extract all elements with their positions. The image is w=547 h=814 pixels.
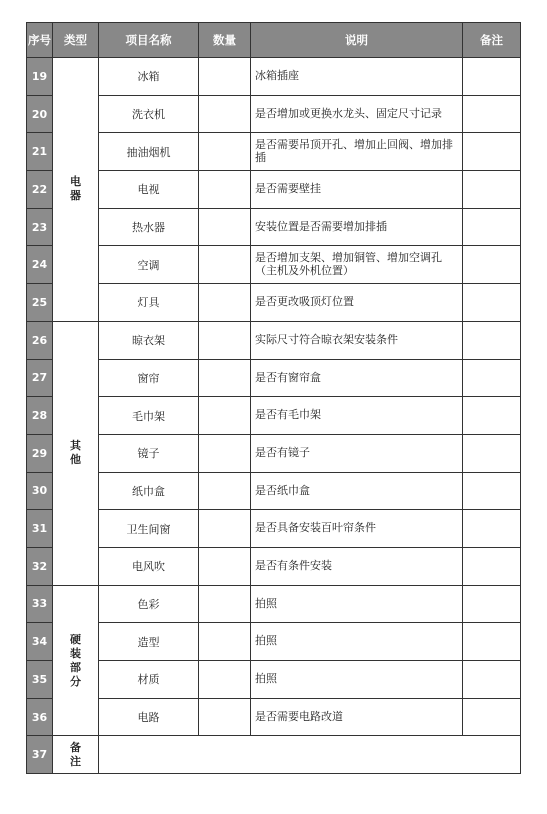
- table-row: [27, 698, 521, 736]
- item-name: 色彩: [99, 585, 199, 623]
- table-row: [27, 95, 521, 133]
- quantity-cell[interactable]: [199, 472, 251, 510]
- remark-cell[interactable]: [463, 58, 521, 96]
- item-name: 纸巾盒: [99, 472, 199, 510]
- row-index: 27: [27, 359, 53, 397]
- item-name: 电路: [99, 698, 199, 736]
- description-cell: 是否需要吊顶开孔、增加止回阀、增加排插: [251, 133, 463, 171]
- category-label: 其他: [70, 439, 81, 467]
- row-index: 24: [27, 246, 53, 284]
- row-index: 21: [27, 133, 53, 171]
- row-index: 20: [27, 95, 53, 133]
- remark-cell[interactable]: [463, 623, 521, 661]
- quantity-cell[interactable]: [199, 547, 251, 585]
- item-name: 造型: [99, 623, 199, 661]
- quantity-cell[interactable]: [199, 171, 251, 209]
- item-name: 空调: [99, 246, 199, 284]
- item-name: 抽油烟机: [99, 133, 199, 171]
- quantity-cell[interactable]: [199, 321, 251, 359]
- description-cell: 是否纸巾盒: [251, 472, 463, 510]
- remarks-label-cell: [53, 736, 99, 774]
- quantity-cell[interactable]: [199, 95, 251, 133]
- quantity-cell[interactable]: [199, 698, 251, 736]
- row-index: 36: [27, 698, 53, 736]
- description-cell: 是否有毛巾架: [251, 397, 463, 435]
- item-name: 窗帘: [99, 359, 199, 397]
- table-row: [27, 321, 521, 359]
- description-cell: 是否更改吸顶灯位置: [251, 284, 463, 322]
- row-index: 35: [27, 661, 53, 699]
- description-cell: 实际尺寸符合晾衣架安装条件: [251, 321, 463, 359]
- quantity-cell[interactable]: [199, 359, 251, 397]
- row-index: 23: [27, 208, 53, 246]
- row-index: 19: [27, 58, 53, 96]
- table-row: [27, 133, 521, 171]
- item-name: 毛巾架: [99, 397, 199, 435]
- remark-cell[interactable]: [463, 434, 521, 472]
- table-row: [27, 359, 521, 397]
- item-name: 灯具: [99, 284, 199, 322]
- checklist-table: [26, 22, 521, 774]
- remark-cell[interactable]: [463, 698, 521, 736]
- row-index: 26: [27, 321, 53, 359]
- row-index: 30: [27, 472, 53, 510]
- description-cell: 是否有镜子: [251, 434, 463, 472]
- item-name: 材质: [99, 661, 199, 699]
- table-row: [27, 585, 521, 623]
- header-row: [27, 23, 521, 58]
- remark-cell[interactable]: [463, 208, 521, 246]
- description-cell: 冰箱插座: [251, 58, 463, 96]
- item-name: 晾衣架: [99, 321, 199, 359]
- table-row: [27, 472, 521, 510]
- description-cell: 是否有窗帘盒: [251, 359, 463, 397]
- description-cell: 拍照: [251, 623, 463, 661]
- row-index: 32: [27, 547, 53, 585]
- quantity-cell[interactable]: [199, 510, 251, 548]
- row-index: 28: [27, 397, 53, 435]
- row-index: 22: [27, 171, 53, 209]
- item-name: 镜子: [99, 434, 199, 472]
- remarks-content-cell[interactable]: [99, 736, 521, 774]
- table-row: [27, 661, 521, 699]
- remark-cell[interactable]: [463, 133, 521, 171]
- table-row: [27, 58, 521, 96]
- row-index: 29: [27, 434, 53, 472]
- row-index: 37: [27, 736, 53, 774]
- item-name: 洗衣机: [99, 95, 199, 133]
- remark-cell[interactable]: [463, 510, 521, 548]
- remark-cell[interactable]: [463, 95, 521, 133]
- description-cell: 是否需要电路改道: [251, 698, 463, 736]
- category-label: 电器: [70, 175, 81, 203]
- table-row: [27, 246, 521, 284]
- table-row: [27, 510, 521, 548]
- item-name: 电视: [99, 171, 199, 209]
- row-index: 34: [27, 623, 53, 661]
- description-cell: 是否增加支架、增加铜管、增加空调孔（主机及外机位置）: [251, 246, 463, 284]
- quantity-cell[interactable]: [199, 246, 251, 284]
- header-description: 说明: [251, 23, 463, 58]
- description-cell: 拍照: [251, 585, 463, 623]
- remark-cell[interactable]: [463, 547, 521, 585]
- item-name: 卫生间窗: [99, 510, 199, 548]
- description-cell: 是否有条件安装: [251, 547, 463, 585]
- remark-cell[interactable]: [463, 321, 521, 359]
- row-index: 31: [27, 510, 53, 548]
- header-remark: 备注: [463, 23, 521, 58]
- quantity-cell[interactable]: [199, 133, 251, 171]
- quantity-cell[interactable]: [199, 661, 251, 699]
- remark-cell[interactable]: [463, 284, 521, 322]
- description-cell: 是否增加或更换水龙头、固定尺寸记录: [251, 95, 463, 133]
- item-name: 电风吹: [99, 547, 199, 585]
- table-row: [27, 434, 521, 472]
- table-row: [27, 547, 521, 585]
- description-cell: 安装位置是否需要增加排插: [251, 208, 463, 246]
- table-row: [27, 397, 521, 435]
- item-name: 热水器: [99, 208, 199, 246]
- row-index: 33: [27, 585, 53, 623]
- quantity-cell[interactable]: [199, 434, 251, 472]
- table-row: [27, 623, 521, 661]
- item-name: 冰箱: [99, 58, 199, 96]
- description-cell: 是否具备安装百叶帘条件: [251, 510, 463, 548]
- header-category: 类型: [53, 23, 99, 58]
- header-index: 序号: [27, 23, 53, 58]
- remark-cell[interactable]: [463, 472, 521, 510]
- table-row: [27, 208, 521, 246]
- remark-cell[interactable]: [463, 359, 521, 397]
- remarks-label: 备注: [70, 740, 81, 768]
- table-row: [27, 284, 521, 322]
- remark-cell[interactable]: [463, 585, 521, 623]
- category-label: 硬装部分: [70, 632, 81, 688]
- category-cell-other: [53, 321, 99, 585]
- remark-cell[interactable]: [463, 397, 521, 435]
- quantity-cell[interactable]: [199, 397, 251, 435]
- remark-cell[interactable]: [463, 246, 521, 284]
- header-quantity: 数量: [199, 23, 251, 58]
- header-item: 项目名称: [99, 23, 199, 58]
- description-cell: 是否需要壁挂: [251, 171, 463, 209]
- quantity-cell[interactable]: [199, 623, 251, 661]
- remark-cell[interactable]: [463, 661, 521, 699]
- description-cell: 拍照: [251, 661, 463, 699]
- table-row: [27, 171, 521, 209]
- quantity-cell[interactable]: [199, 58, 251, 96]
- quantity-cell[interactable]: [199, 585, 251, 623]
- remark-cell[interactable]: [463, 171, 521, 209]
- quantity-cell[interactable]: [199, 284, 251, 322]
- quantity-cell[interactable]: [199, 208, 251, 246]
- category-cell-appliance: [53, 58, 99, 322]
- remarks-row: [27, 736, 521, 774]
- row-index: 25: [27, 284, 53, 322]
- category-cell-hardware: [53, 585, 99, 736]
